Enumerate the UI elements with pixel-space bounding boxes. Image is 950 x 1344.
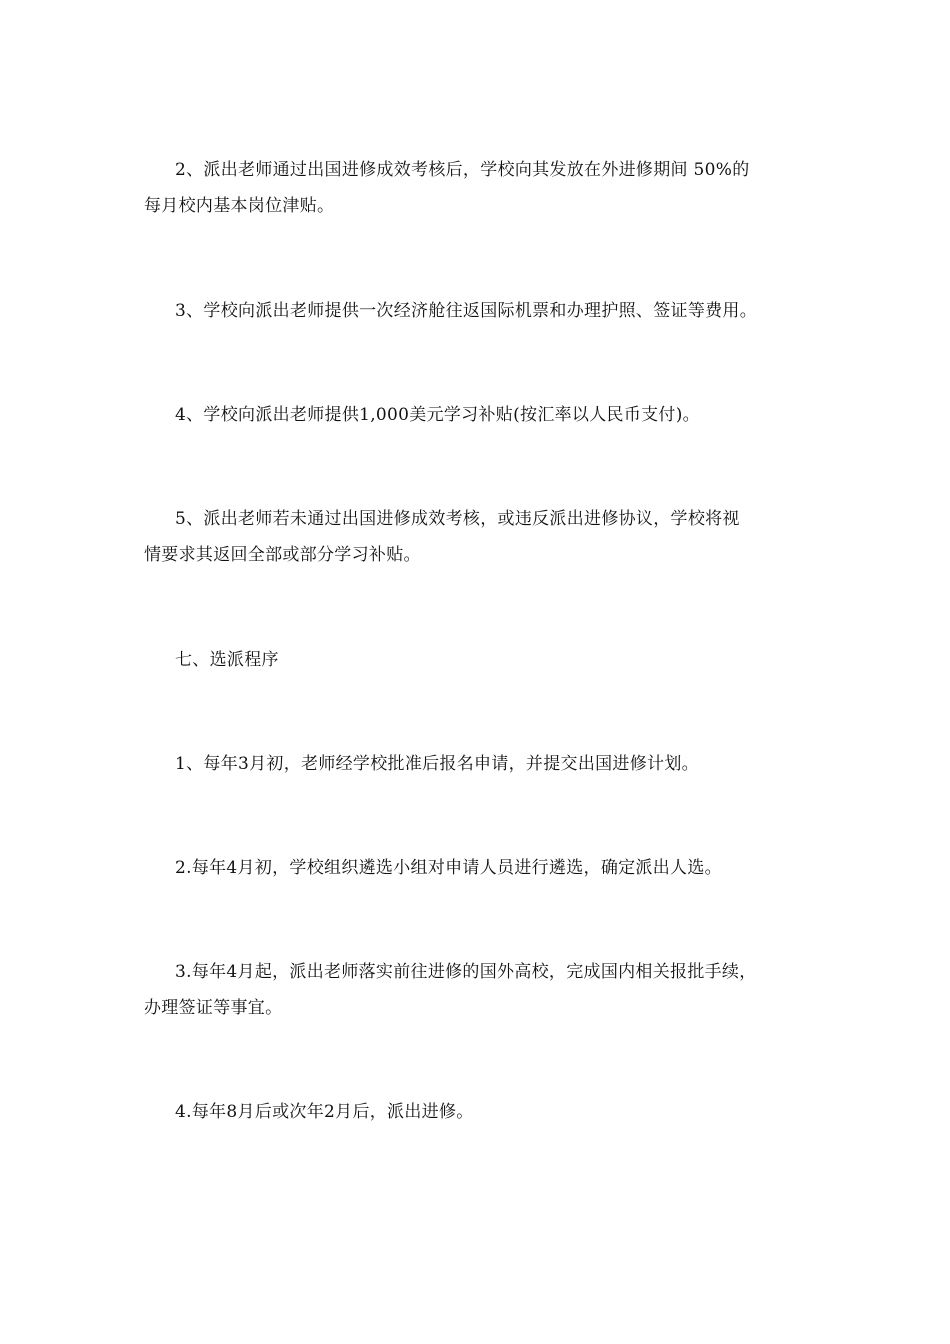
paragraph-benefit-5 — [144, 501, 809, 573]
paragraph-procedure-4 — [144, 1094, 809, 1130]
paragraph-benefit-2 — [144, 152, 809, 224]
paragraph-benefit-4 — [144, 397, 809, 433]
paragraph-line: 3、学校向派出老师提供一次经济舱往返国际机票和办理护照、签证等费用。 — [175, 301, 758, 321]
paragraph-line: 2.每年4月初，学校组织遴选小组对申请人员进行遴选，确定派出人选。 — [175, 858, 722, 878]
paragraph-line: 2、派出老师通过出国进修成效考核后，学校向其发放在外进修期间 50%的 — [175, 160, 750, 180]
paragraph-line: 情要求其返回全部或部分学习补贴。 — [144, 545, 421, 565]
section-heading-text: 七、选派程序 — [175, 650, 279, 670]
paragraph-procedure-1 — [144, 746, 809, 782]
paragraph-line: 1、每年3月初，老师经学校批准后报名申请，并提交出国进修计划。 — [175, 754, 699, 774]
paragraph-line: 办理签证等事宜。 — [144, 998, 283, 1018]
paragraph-line: 3.每年4月起，派出老师落实前往进修的国外高校，完成国内相关报批手续， — [175, 962, 757, 982]
paragraph-benefit-3 — [144, 293, 809, 329]
paragraph-procedure-3 — [144, 954, 809, 1026]
paragraph-line: 4、学校向派出老师提供1,000美元学习补贴(按汇率以人民币支付)。 — [175, 405, 700, 425]
paragraph-line: 5、派出老师若未通过出国进修成效考核，或违反派出进修协议，学校将视 — [175, 509, 740, 529]
section-heading — [144, 642, 809, 678]
paragraph-procedure-2 — [144, 850, 809, 886]
paragraph-line: 4.每年8月后或次年2月后，派出进修。 — [175, 1102, 474, 1122]
paragraph-line: 每月校内基本岗位津贴。 — [144, 196, 335, 216]
